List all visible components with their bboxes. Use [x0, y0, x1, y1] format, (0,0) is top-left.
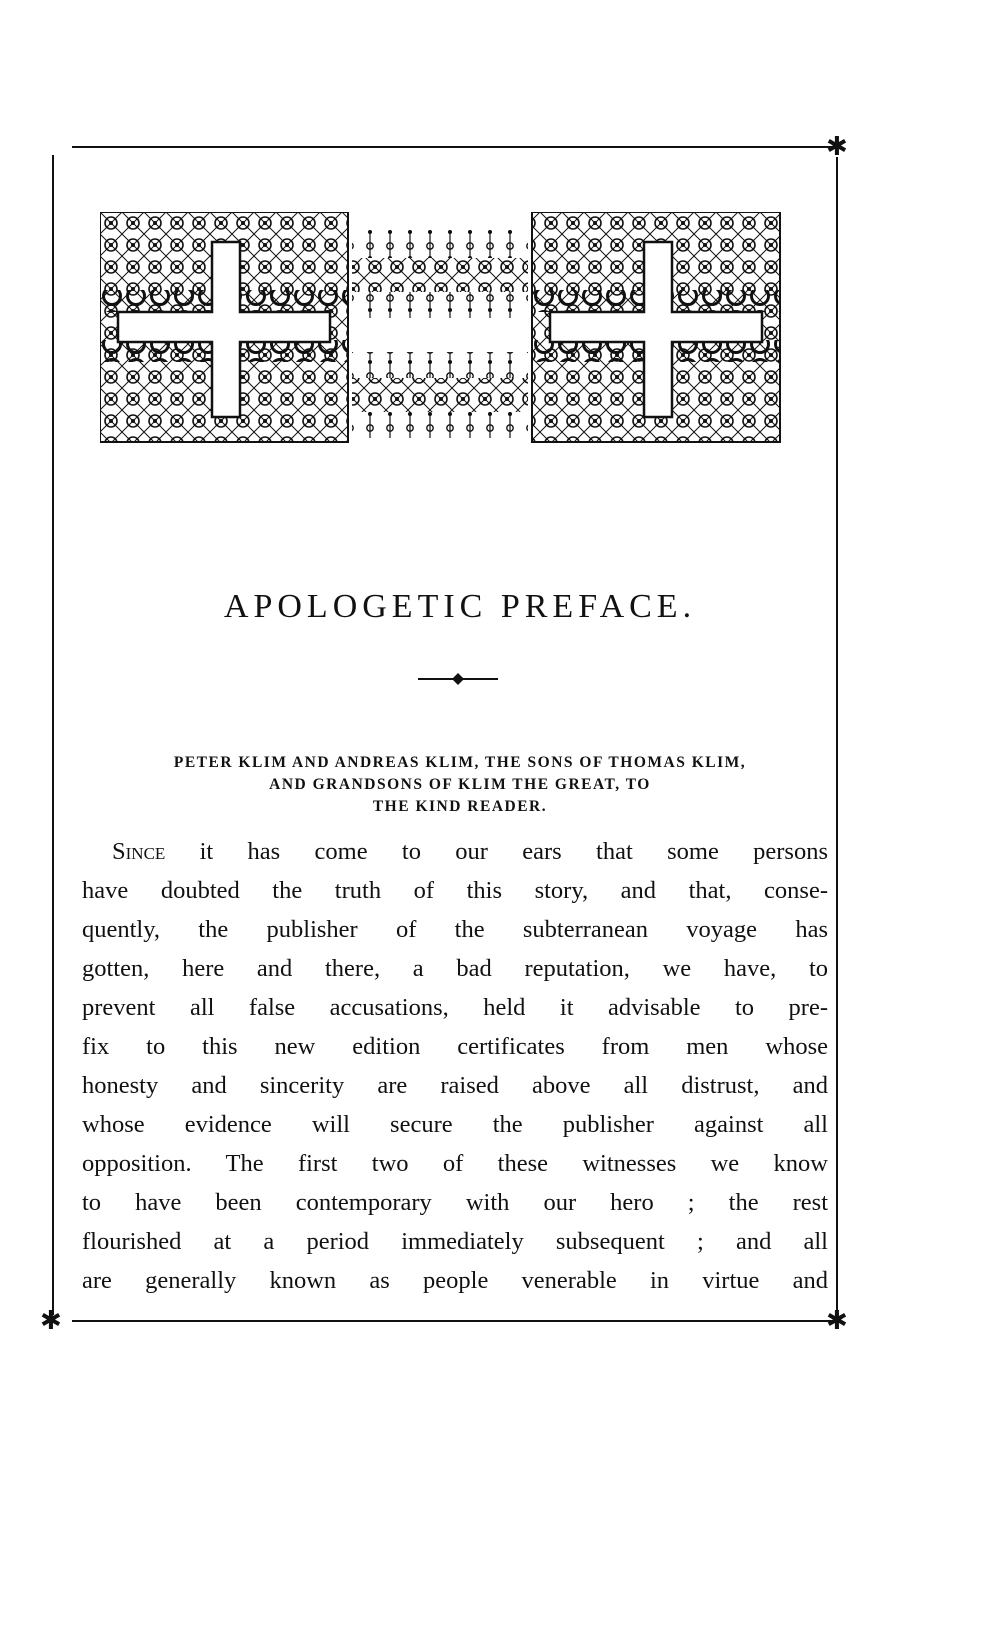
drop-word: Since	[112, 838, 166, 865]
text-line: are generally known as people venerable in virtue and	[82, 1267, 828, 1294]
text-line: gotten, here and there, a bad reputation, we have, to	[82, 955, 828, 982]
page-title: APOLOGETIC PREFACE.	[223, 587, 697, 625]
text-line: opposition. The first two of these witnesses we know	[82, 1150, 828, 1177]
text-line: quently, the publisher of the subterranean voyage has	[82, 916, 828, 943]
ornament-middle-band	[352, 230, 528, 438]
ornament-right-block	[532, 212, 780, 442]
ornamental-headpiece	[100, 212, 800, 452]
text-line	[82, 832, 828, 871]
text-line: to have been contemporary with our hero ; the rest	[82, 1189, 828, 1216]
frame-star-icon: ✱	[40, 1306, 62, 1336]
text-line: flourished at a period immediately subsequent ; and all	[82, 1228, 828, 1255]
text-line: have doubted the truth of this story, and that, conse-	[82, 877, 828, 904]
body-paragraph	[82, 832, 828, 1300]
frame-bottom-rule	[72, 1320, 842, 1322]
frame-left-rule	[52, 155, 54, 1315]
ornament-left-block	[100, 212, 348, 442]
frame-top-rule	[72, 146, 840, 148]
text-line: honesty and sincerity are raised above all distrust, and	[82, 1072, 828, 1099]
address-line: AND GRANDSONS OF KLIM THE GREAT, TO	[269, 776, 651, 793]
text-line: whose evidence will secure the publisher against all	[82, 1111, 828, 1138]
title-divider	[418, 672, 498, 686]
text-line-rest: it has come to our ears that some persons	[165, 838, 828, 865]
address-line: PETER KLIM AND ANDREAS KLIM, THE SONS OF THOMAS KLIM,	[173, 754, 747, 771]
text-line: fix to this new edition certificates from men whose	[82, 1033, 828, 1060]
text-line: prevent all false accusations, held it advisable to pre-	[82, 994, 828, 1021]
frame-star-icon: ✱	[826, 1306, 848, 1336]
frame-right-rule	[836, 157, 838, 1315]
address-heading	[80, 752, 840, 818]
frame-star-icon: ✱	[826, 132, 848, 162]
address-line: THE KIND READER.	[372, 798, 548, 815]
